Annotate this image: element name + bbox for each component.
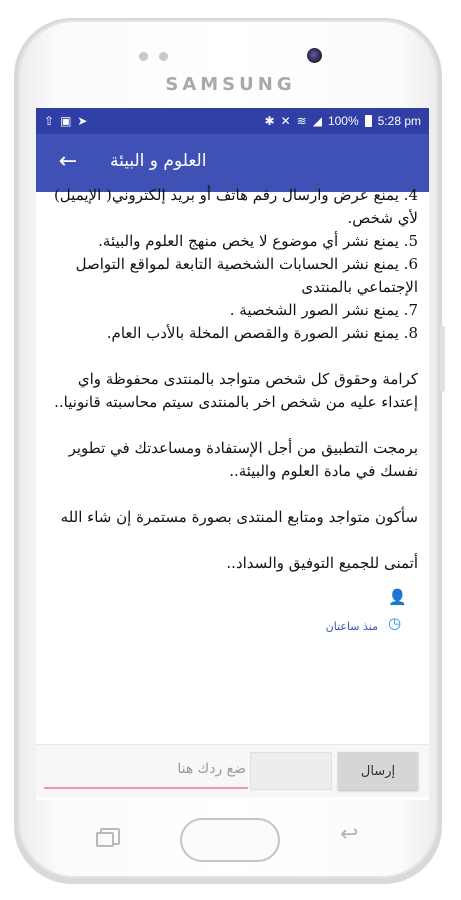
battery-percentage: 100% [327, 114, 359, 128]
post-content [48, 184, 418, 742]
clock-time: 5:28 pm [377, 114, 421, 128]
upload-icon: ⇧ [44, 114, 55, 128]
send-button[interactable]: إرسال [338, 752, 418, 790]
author-row [48, 587, 418, 613]
signal-icon: ◢ [312, 114, 322, 128]
side-button [440, 326, 445, 392]
image-icon: ▣ [60, 114, 72, 128]
rule-5: 5. يمنع نشر أي موضوع لا يخص منهج العلوم والبيئة. [98, 232, 418, 250]
presence-paragraph: سأكون متواجد ومتابع المنتدى بصورة مستمرة إن شاء الله [60, 508, 418, 526]
rule-7: 7. يمنع نشر الصور الشخصية . [229, 301, 418, 319]
home-button[interactable] [180, 818, 280, 862]
post-meta [48, 587, 418, 639]
rule-8: 8. يمنع نشر الصورة والقصص المخلة بالأدب العام. [106, 324, 418, 342]
back-icon[interactable]: ↩ [340, 822, 359, 847]
wifi-icon: ≋ [296, 114, 307, 128]
time-row [48, 613, 418, 639]
reply-input[interactable] [44, 751, 248, 789]
app-purpose-paragraph: برمجت التطبيق من أجل الإستفادة ومساعدتك في تطوير نفسك في مادة العلوم والبيئة.. [68, 439, 418, 480]
closing-paragraph: أتمنى للجميع التوفيق والسداد.. [226, 554, 418, 572]
back-arrow-icon[interactable]: ← [58, 149, 78, 174]
status-bar [36, 108, 429, 134]
device-brand: SAMSUNG [165, 74, 296, 95]
proximity-sensor [139, 52, 148, 61]
status-left-icons [44, 113, 87, 129]
bluetooth-icon: ✱ [264, 114, 275, 128]
post-time-ago: منذ ساعتان [325, 620, 378, 633]
light-sensor [159, 52, 168, 61]
dignity-paragraph: كرامة وحقوق كل شخص متواجد بالمنتدى محفوظة واي إعتداء عليه من شخص اخر بالمنتدى سيتم محاسبته قانونيا.. [54, 370, 418, 411]
recent-apps-icon[interactable] [100, 828, 120, 845]
reply-bar [36, 744, 429, 797]
user-icon[interactable]: 👤 [388, 588, 407, 606]
battery-icon [365, 115, 372, 127]
rule-6: 6. يمنع نشر الحسابات الشخصية التابعة لمواقع التواصل الإجتماعي بالمنتدى [75, 255, 418, 296]
status-right [265, 113, 421, 129]
rule-4: 4. يمنع عرض وارسال رقم هاتف أو بريد إلكتروني( الإيميل) لأي شخص. [53, 186, 418, 227]
clock-icon: ◷ [388, 614, 402, 632]
mute-icon: ✕ [280, 114, 291, 128]
rules-list [48, 184, 418, 345]
front-camera [307, 48, 322, 63]
screen [36, 108, 429, 800]
attachment-button[interactable] [250, 752, 332, 790]
page-title: العلوم و البيئة [110, 151, 207, 171]
navigation-icon: ➤ [77, 114, 88, 128]
